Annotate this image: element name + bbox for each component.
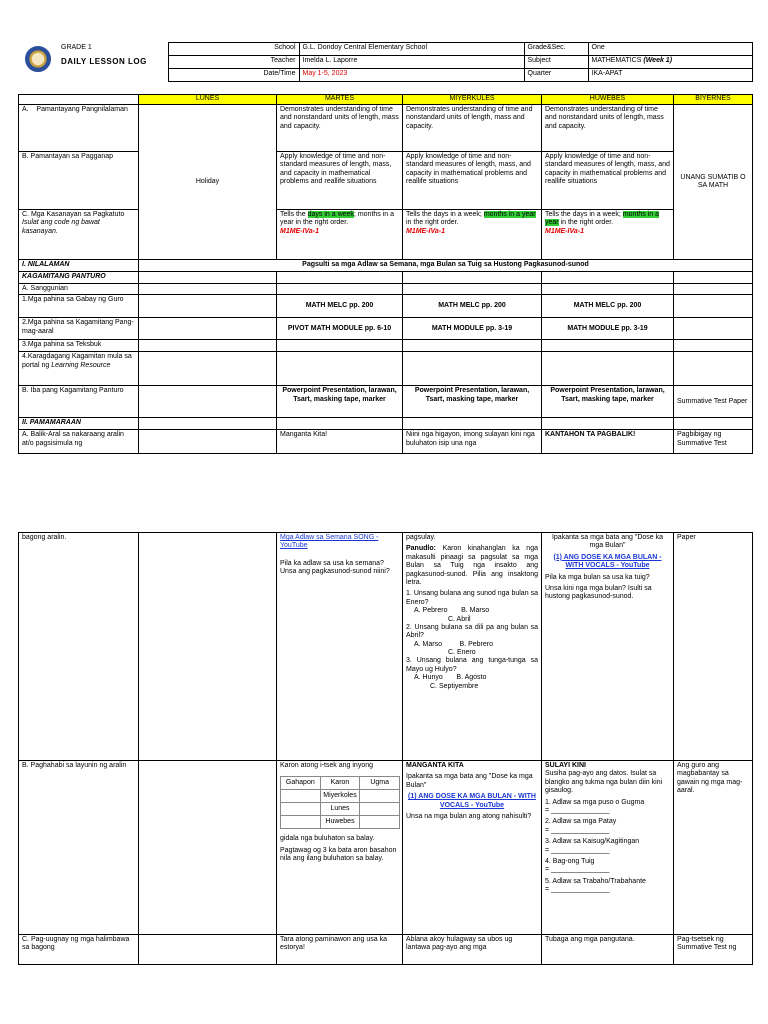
cell-p2-martes: Mga Adlaw sa Semana SONG - YouTube Pila ka adlaw sa usa ka semana? Unsa ang pagkasunod-sunod niini?: [277, 533, 403, 761]
cell-a-miyerkules: Demonstrates understanding of time and nonstandard units of length, mass and capacity.: [403, 105, 542, 152]
row-bagong-aralin-cont: bagong aralin.: [19, 533, 139, 761]
row-pag-uugnay: C. Pag-uugnay ng mga halimbawa sa bagong: [19, 935, 139, 965]
cell-c2-biyernes: Pag-tsetsek ng Summative Test ng: [674, 935, 753, 965]
cell-a-huwebes: Demonstrates understanding of time and nonstandard units of length, mass and capacity.: [542, 105, 674, 152]
quarter-value: IKA-APAT: [588, 69, 752, 82]
song-link[interactable]: Mga Adlaw sa Semana SONG - YouTube: [280, 534, 379, 550]
quarter-label: Quarter: [524, 69, 588, 82]
cell-r1-miyerkules: MATH MELC pp. 200: [403, 295, 542, 318]
row-karagdagang-kagamitan: 4.Karagdagang Kagamitan mula sa portal ng Learning Resource: [19, 352, 139, 386]
cell-r2-huwebes: MATH MODULE pp. 3-19: [542, 318, 674, 340]
row-teksbuk: 3.Mga pahina sa Teksbuk: [19, 340, 139, 352]
day-header-miyerkules: MIYERKULES: [403, 95, 542, 105]
school-value: G.L. Dondoy Central Elementary School: [299, 43, 524, 56]
teacher-value: Imelda L. Laporre: [299, 56, 524, 69]
row-label-pamantayang-pangnilalaman: A. Pamantayang Pangnilalaman: [19, 105, 139, 152]
cell-p2-biyernes: Paper: [674, 533, 753, 761]
dose-bulan-link-2[interactable]: (1) ANG DOSE KA MGA BULAN - WITH VOCALS - YouTube: [408, 793, 536, 809]
cell-p2-miyerkules: pagsulay. Panudlo: Karon kinahanglan ka nga makasulti pinaagi sa pagsulat sa mga Bulan sa Tuig nga insakto ang pagkasunod-sunod. Pilia ang insaktong letra. 1. Unsang bulana ang sunod nga bulan sa Enero? A. Pebrero B. Marso C. Abril 2. Unsang bulana sa dili pa ang bulan sa Abril? A. Marso B. Pebrero C. Enero 3. Unsang bulana ang tunga-tunga sa Mayo ug Hulyo? A. Hunyo B. Agosto C. Septiyembre: [403, 533, 542, 761]
day-header-biyernes: BIYERNES: [674, 95, 753, 105]
cell-ra-biyernes: Pagbibigay ng Summative Test: [674, 430, 753, 454]
subject-label: Subject: [524, 56, 588, 69]
cell-c2-miyerkules: Ablana akoy hulagway sa ubos ug lantawa pag-ayo ang mga: [403, 935, 542, 965]
row-balik-aral: A. Balik-Aral sa nakaraang aralin at/o pagsisimula ng: [19, 430, 139, 454]
cell-rb-biyernes: Summative Test Paper: [674, 386, 753, 418]
cell-rb-martes: Powerpoint Presentation, larawan, Tsart, masking tape, marker: [277, 386, 403, 418]
cell-c-martes: Tells the days in a week; months in a year in the right order. M1ME-IVa-1: [277, 210, 403, 260]
cell-c2-martes: Tara atong paminawon ang usa ka estorya!: [277, 935, 403, 965]
lesson-log-table-page1: [18, 94, 753, 454]
school-label: School: [168, 43, 299, 56]
cell-b2-biyernes: Ang guro ang magbabantay sa gawain ng mga mag-aaral.: [674, 761, 753, 935]
log-title: DAILY LESSON LOG: [61, 56, 147, 66]
deped-seal-icon: [25, 46, 51, 72]
nilalaman-text: Pagsulti sa mga Adlaw sa Semana, mga Bulan sa Tuig sa Hustong Pagkasunod-sunod: [139, 260, 753, 272]
cell-rb-miyerkules: Powerpoint Presentation, larawan, Tsart, masking tape, marker: [403, 386, 542, 418]
cell-b2-miyerkules: MANGANTA KITA Ipakanta sa mga bata ang "Dose ka mga Bulan" (1) ANG DOSE KA MGA BULAN - WITH VOCALS - YouTube Unsa na mga bulan ang atong nahisulti?: [403, 761, 542, 935]
cell-c-huwebes: Tells the days in a week; months in a year in the right order. M1ME-IVa-1: [542, 210, 674, 260]
cell-r1-martes: MATH MELC pp. 200: [277, 295, 403, 318]
teacher-label: Teacher: [168, 56, 299, 69]
cell-b-miyerkules: Apply knowledge of time and non-standard measures of length, mass, and capacity in mathematical problems and reallife situations: [403, 152, 542, 210]
row-gabay-ng-guro: 1.Mga pahina sa Gabay ng Guro: [19, 295, 139, 318]
cell-p2-huwebes: Ipakanta sa mga bata ang "Dose ka mga Bulan" (1) ANG DOSE KA MGA BULAN - WITH VOCALS - YouTube Pila ka mga bulan sa usa ka tuig? Unsa kini nga mga bulan? Isulti sa hustong pagkasunod-sunod.: [542, 533, 674, 761]
subject-value: MATHEMATICS (Week 1): [588, 56, 752, 69]
header-table: [18, 42, 753, 82]
row-iba-pang-kagamitan: B. Iba pang Kagamitang Panturo: [19, 386, 139, 418]
day-header-huwebes: HUWEBES: [542, 95, 674, 105]
cell-c2-huwebes: Tubaga ang mga pangutana.: [542, 935, 674, 965]
cell-ra-miyerkules: Niini nga higayon, imong sulayan kini nga buluhaton isip una nga: [403, 430, 542, 454]
lesson-log-table-page2: [18, 532, 753, 965]
row-paghahabi: B. Paghahabi sa layunin ng aralin: [19, 761, 139, 935]
cell-r2-martes: PIVOT MATH MODULE pp. 6-10: [277, 318, 403, 340]
cell-c-miyerkules: Tells the days in a week; months in a year in the right order. M1ME-IVa-1: [403, 210, 542, 260]
section-kagamitang-panturo: KAGAMITANG PANTURO: [19, 272, 139, 284]
cell-b-martes: Apply knowledge of time and non-standard measures of length, mass, and capacity in mathematical problems and reallife situations: [277, 152, 403, 210]
holiday-cell: Holiday: [139, 105, 277, 260]
cell-ra-martes: Manganta Kita!: [277, 430, 403, 454]
check-table: Gahapon Karon Ugma Miyerkoles Lunes Huwebes: [280, 776, 400, 829]
row-kagamitang-pang-mag-aaral: 2.Mga pahina sa Kagamitang Pang-mag-aaral: [19, 318, 139, 340]
cell-a-martes: Demonstrates understanding of time and nonstandard units of length, mass and capacity.: [277, 105, 403, 152]
grade-sec-value: One: [588, 43, 752, 56]
grade-label: GRADE 1: [61, 43, 92, 51]
date-value: May 1-5, 2023: [299, 69, 524, 82]
deped-seal-cell: [18, 43, 58, 82]
row-sanggunian: A. Sanggunian: [19, 284, 139, 295]
cell-r2-miyerkules: MATH MODULE pp. 3-19: [403, 318, 542, 340]
section-pamamaraan: II. PAMAMARAAN: [19, 418, 139, 430]
cell-b2-martes: Karon atong i-tsek ang inyong Gahapon Karon Ugma Miyerkoles Lunes Huwebes gidala nga buluhaton sa balay. Pagtawag og 3 ka bata aron basahon nila ang ilang buluhaton sa balay.: [277, 761, 403, 935]
date-label: Date/Time: [168, 69, 299, 82]
cell-rb-huwebes: Powerpoint Presentation, larawan, Tsart, masking tape, marker: [542, 386, 674, 418]
cell-r1-huwebes: MATH MELC pp. 200: [542, 295, 674, 318]
cell-b-huwebes: Apply knowledge of time and non-standard measures of length, mass, and capacity in mathematical problems and reallife situations: [542, 152, 674, 210]
friday-title-cell: UNANG SUMATIB O SA MATH: [674, 105, 753, 260]
cell-b2-huwebes: SULAYI KINI Susiha pag-ayo ang datos. Isulat sa blangko ang tukma nga bulan diin kini gisaulog. 1. Adlaw sa mga puso o Gugma = _______________ 2. Adlaw sa mga Patay = _______________ 3. Adlaw sa Kaisug/Kagitingan = _______________ 4. Bag-ong Tuig = _______________ 5. Adlaw sa Trabaho/Trabahante = _______________: [542, 761, 674, 935]
row-label-kasanayan: C. Mga Kasanayan sa Pagkatuto Isulat ang code ng bawat kasanayan.: [19, 210, 139, 260]
day-header-martes: MARTES: [277, 95, 403, 105]
grade-sec-label: Grade&Sec.: [524, 43, 588, 56]
row-label-pamantayan-sa-pagganap: B. Pamantayan sa Pagganap: [19, 152, 139, 210]
section-nilalaman: I. NILALAMAN: [19, 260, 139, 272]
day-header-lunes: LUNES: [139, 95, 277, 105]
cell-ra-huwebes: KANTAHON TA PAGBALIK!: [542, 430, 674, 454]
dose-bulan-link[interactable]: (1) ANG DOSE KA MGA BULAN - WITH VOCALS - YouTube: [553, 553, 662, 570]
